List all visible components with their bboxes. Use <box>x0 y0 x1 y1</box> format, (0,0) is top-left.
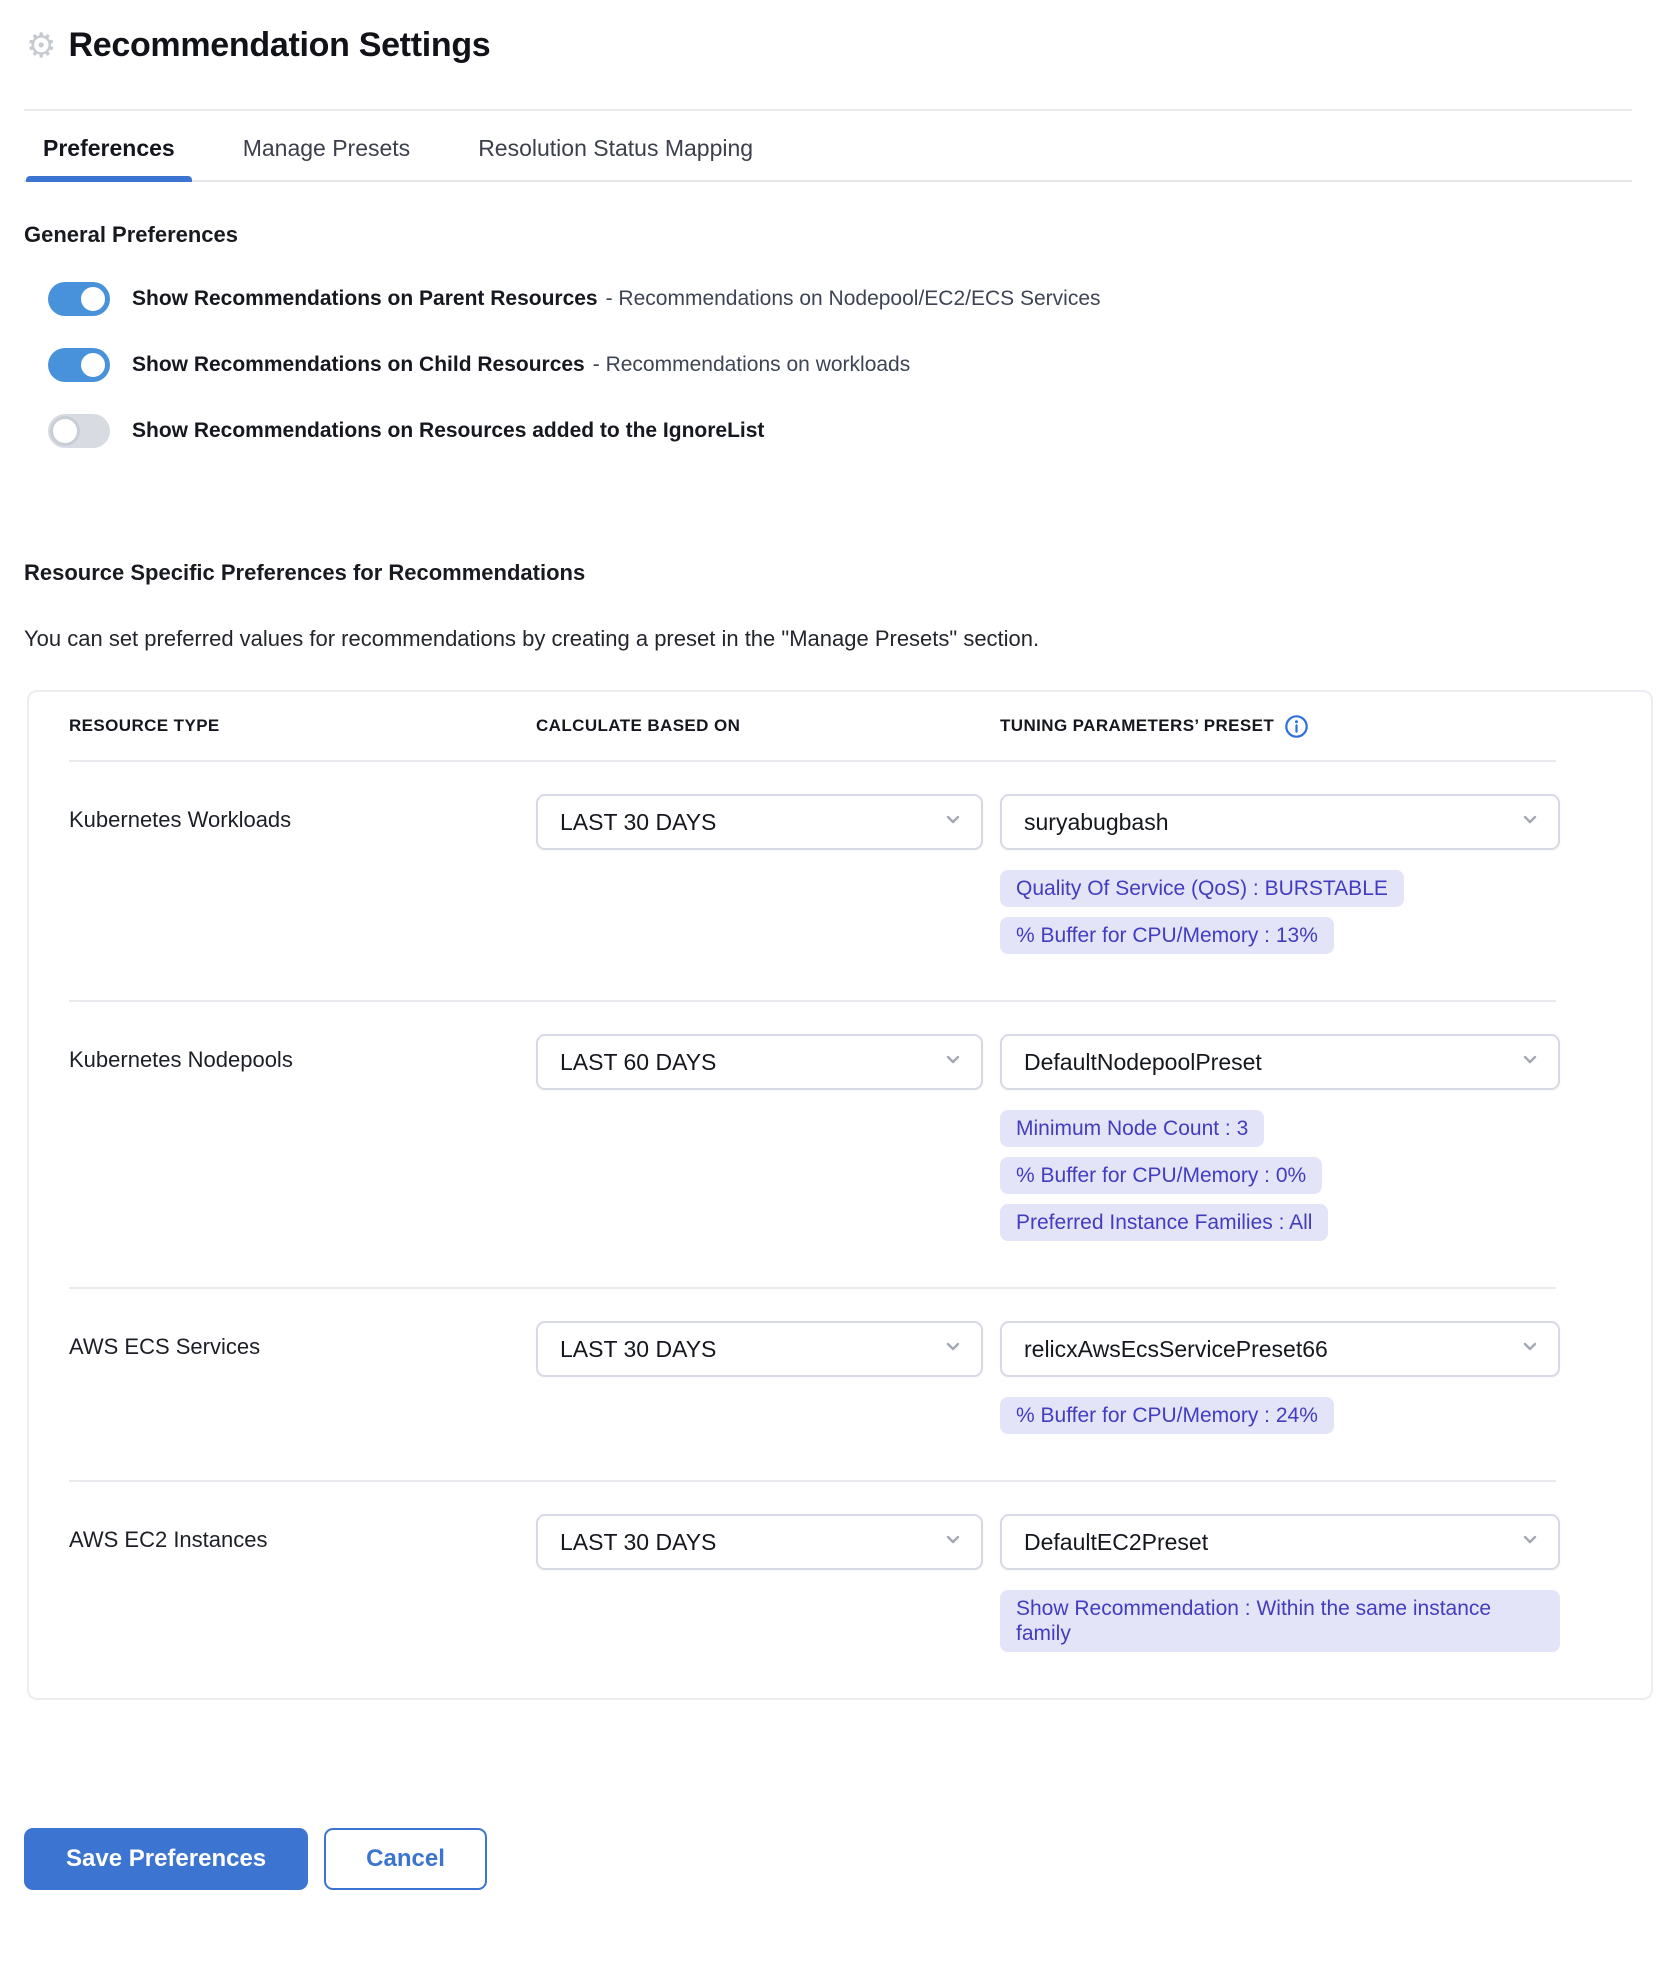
tab-preferences[interactable]: Preferences <box>26 135 192 180</box>
ignorelist-resources-toggle[interactable] <box>48 414 110 448</box>
tab-manage-presets[interactable]: Manage Presets <box>242 135 411 161</box>
toggle-row-parent-resources <box>24 282 1632 316</box>
select-value: LAST 60 DAYS <box>560 1048 717 1075</box>
toggle-knob <box>78 350 108 380</box>
chevron-down-icon <box>941 1334 965 1364</box>
preset-select[interactable] <box>1000 1514 1560 1570</box>
preset-select[interactable] <box>1000 1034 1560 1090</box>
column-header-resource-type: RESOURCE TYPE <box>69 716 220 735</box>
toggle-knob <box>50 416 80 446</box>
preset-badge: Quality Of Service (QoS) : BURSTABLE <box>1000 870 1404 907</box>
preset-select[interactable] <box>1000 1321 1560 1377</box>
select-value: LAST 30 DAYS <box>560 808 717 835</box>
preset-badge: % Buffer for CPU/Memory : 24% <box>1000 1397 1334 1434</box>
child-resources-toggle[interactable] <box>48 348 110 382</box>
chevron-down-icon <box>941 807 965 837</box>
preset-badge: % Buffer for CPU/Memory : 13% <box>1000 917 1334 954</box>
toggle-label: Show Recommendations on Child Resources <box>132 353 585 377</box>
general-preferences-heading: General Preferences <box>24 222 239 247</box>
calculate-based-on-select[interactable] <box>536 1321 983 1377</box>
preferences-table <box>27 690 1653 1700</box>
select-value: LAST 30 DAYS <box>560 1335 717 1362</box>
table-row-aws-ec2-instances <box>69 1482 1556 1698</box>
page-title: Recommendation Settings <box>68 26 491 64</box>
info-icon[interactable] <box>1284 714 1309 739</box>
select-value: LAST 30 DAYS <box>560 1528 717 1555</box>
table-row-kubernetes-nodepools <box>69 1002 1556 1289</box>
resource-specific-heading: Resource Specific Preferences for Recommendations <box>24 560 586 585</box>
chevron-down-icon <box>1518 807 1542 837</box>
select-value: DefaultEC2Preset <box>1024 1528 1209 1555</box>
toggle-description: - Recommendations on workloads <box>592 353 911 377</box>
preset-badge: % Buffer for CPU/Memory : 0% <box>1000 1157 1322 1194</box>
chevron-down-icon <box>941 1527 965 1557</box>
select-value: relicxAwsEcsServicePreset66 <box>1024 1335 1328 1362</box>
gear-icon: ⚙ <box>26 25 57 66</box>
table-row-aws-ecs-services <box>69 1289 1556 1482</box>
page-header <box>24 26 1632 65</box>
calculate-based-on-select[interactable] <box>536 794 983 850</box>
save-preferences-button[interactable]: Save Preferences <box>24 1828 308 1890</box>
toggle-row-child-resources <box>24 348 1632 382</box>
select-value: suryabugbash <box>1024 808 1169 835</box>
resource-type-label: Kubernetes Workloads <box>69 807 292 832</box>
tab-resolution-status-mapping[interactable]: Resolution Status Mapping <box>478 135 754 161</box>
calculate-based-on-select[interactable] <box>536 1514 983 1570</box>
table-header-row <box>69 692 1556 762</box>
toggle-knob <box>78 284 108 314</box>
resource-type-label: AWS ECS Services <box>69 1334 261 1359</box>
select-value: DefaultNodepoolPreset <box>1024 1048 1262 1075</box>
toggle-label: Show Recommendations on Parent Resources <box>132 287 598 311</box>
resource-type-label: Kubernetes Nodepools <box>69 1047 293 1072</box>
chevron-down-icon <box>1518 1047 1542 1077</box>
toggle-row-ignorelist <box>24 414 1632 448</box>
cancel-button[interactable]: Cancel <box>324 1828 487 1890</box>
resource-specific-description: You can set preferred values for recommendations by creating a preset in the "Manage Presets" section. <box>24 626 1040 651</box>
preset-badge: Preferred Instance Families : All <box>1000 1204 1328 1241</box>
table-row-kubernetes-workloads <box>69 762 1556 1002</box>
chevron-down-icon <box>1518 1334 1542 1364</box>
parent-resources-toggle[interactable] <box>48 282 110 316</box>
toggle-label: Show Recommendations on Resources added to the IgnoreList <box>132 419 765 443</box>
chevron-down-icon <box>1518 1527 1542 1557</box>
column-header-tuning-preset: TUNING PARAMETERS’ PRESET <box>1000 716 1275 735</box>
resource-type-label: AWS EC2 Instances <box>69 1527 268 1552</box>
preset-select[interactable] <box>1000 794 1560 850</box>
general-preferences-toggles <box>24 282 1632 448</box>
column-header-calculate-based-on: CALCULATE BASED ON <box>536 716 741 735</box>
footer-actions <box>24 1828 1632 1890</box>
preset-badge: Minimum Node Count : 3 <box>1000 1110 1264 1147</box>
toggle-description: - Recommendations on Nodepool/EC2/ECS Services <box>605 287 1101 311</box>
preset-badge: Show Recommendation : Within the same instance family <box>1000 1590 1560 1652</box>
chevron-down-icon <box>941 1047 965 1077</box>
calculate-based-on-select[interactable] <box>536 1034 983 1090</box>
tab-bar <box>24 111 1632 182</box>
